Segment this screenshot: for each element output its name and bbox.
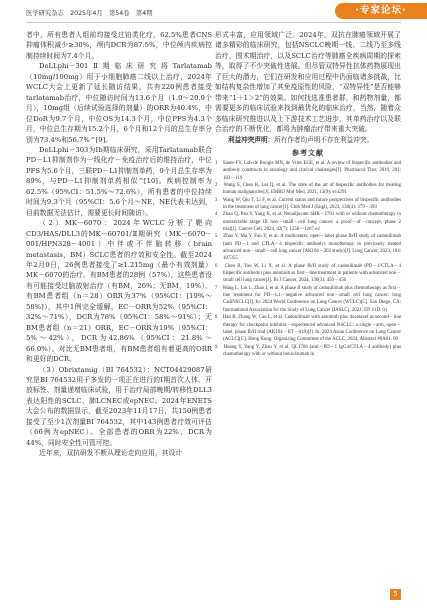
reference-item: 5 Zhao Y, Ma Y, Fan Y, et al. A multicenter, open－label phase Ib/II study of cadonilimab (anti PD－1 and CTLA－4 bispecific antibody) monotherapy in previously treated advanced non－small－cell lung cancer (AK104－202 study)[J]. Lung Cancer, 2023, 184: 107355 [215,234,401,262]
references-title: 参考文献 [292,148,324,157]
page-number: 5 [390,589,401,600]
journal-info: 医学研究杂志 2025年4月 第54卷 第4期 [26,10,153,17]
body-paragraph: DeLLphi－303为Ⅰb期临床研究，采用Tarlatamab联合PD－L1抑制剂作为一线化疗－免疫治疗后的维持治疗，中位PFS为5.6个月，三联PD－L1抑制剂单药，9个月总生存率为89%，与PD－L1抑制剂单药相似^[10]。疾病控制率为62.5%（95%CI：51.5%～72.6%），所有患者的中位持续时间为9.3个月（95%CI：5.6个月～NE，NE代表未达到，目前数据无法估计，需要更长时间随访）。 [26,145,212,217]
reference-item: 2 Wang S, Chen K, Lei Q, et al. The state of the art of bispecific antibodies for treating human malignancies[J]. EMBO Mol Med, 2021, 13(9): e14291 [215,182,401,196]
header-rule [26,22,401,23]
reference-item: 9 Huang Y, Yang Y, Zhao Y, et al. QL1706 (anti－PD－1 IgG4/CTLA－4 antibody) plus chemotherapy with or without bevacizumab in [215,344,401,357]
right-column [215,30,401,358]
body-paragraph: 者中，所有患者人组前均接受过铂类化疗，62.5%患者CNS抑瘤体积减少≥30%，颅内DCR为87.5%，中位颅内疾病控制持续时间为7.4个月。 [26,31,212,60]
body-paragraph: （3）Obrixtamig（BI 764532）：NCT04429087研究是BI 764532用于多发的一项正在进行的Ⅰ期首次人体、开放标签、剂量递增临床试验，用于治疗局部晚期/转移性DLL3表达阳性的SCLC、肺LCNEC或epNEC。2024年ENETS大会公布的数据显示，截至2023年11月17日，共150例患者接受了至少1次剂量BI 764532，其中143例患者疗效可评估（66例为epNEC）。全部患者的ORR为22%，DCR为44%，同时安全性可管可控。 [26,365,212,447]
reference-item: 8 Han B, Zhang W, Cao L, et al. Cadonilimab with anlotinib plus docetaxel as second－line therapy for checkpoint inhibitor－experienced advanced NSCLC: a single－arm, open－label, phase Ib/II trial (AK104－IIT－018)[J]. In: 2024 Asian Conference on Lung Cancer (ACLC)[C]. Hong Kong: Organizing Committee of the ACLC, 2024, Abstract #0A01. 09 [215,315,401,343]
reference-item: 7 Wang L, Liu L, Zhao J, et al. A phase II study of cadonilimab plus chemotherapy as first－line treatment for PD－L1－negative advanced non－small cell lung cancer: long CadiNSCLC[J]. In: 2024 World Conference on Lung Cancer (WCLC)[C]. San Diego, CA: International Association for the Study of Lung Cancer (IASLC), 2024: EP. 11D. 01 [215,285,401,313]
conflict-statement [215,135,401,145]
body-paragraph: 形式丰富，应用领域广泛。2024年，双抗在肺癌领域开展了诸多精彩的临床研究，包括NSCLC晚期一线、二线乃至多线治疗，围术期治疗，以及SCLC治疗等肺癌全疾病周期的探索等，取得了不少突破性进展。但尽管双特异性抗体药物展现出了巨大的潜力，它们在研发和应用过程中仍面临诸多挑战，比如结构复杂性增加了其免疫原性的风险，“双特异性”是否能够带来“1＋1＞2”的效果。如何找选准患者群，和药物剂量，都需要更多的临床试验来找到最优化的临床治疗，当然，随着众多临床研究推进以及上下游技术工艺进步，其单药治疗以及联合治疗的不断优化，都将为肿瘤治疗带来重大突破。 [215,31,401,134]
conflict-label: 利益冲突声明： [228,135,275,144]
section-tag: ·专家论坛· [335,3,427,19]
body-paragraph: DeLLphi－301Ⅱ期临床研究将Tarlatamab（10mg/100mg）用于小细胞肺癌二线以上治疗，2024年WCLC大会上更新了延长随访结果，共有220例患者接受tarlatamab治疗，中位随访时间为13.6个月（1.0～20.9个月），10mg组（后续试验选择的剂量）的ORR为40.4%，中位DoR为9.7个月，中位OS为14.3个月，中位PFS为4.3个月，中位总生存期为15.2个月，6个月和12个月的总生存率分别为73.4%和56.7%^[9]。 [26,62,212,144]
reference-item: 3 Wang W, Qiu T, Li F, et al. Current status and future perspectives of bispecific antibodies in the treatment of lung cancer[J]. Chin Med J (Engl), 2023, 136(4): 379－393 [215,197,401,210]
conflict-text: 所有作者均声明不存在利益冲突。 [274,135,374,144]
body-paragraph: （2）MK－6070：2024年WCLC分析了靶向CD3/HAS/DLL3的MK－6070Ⅰ/Ⅱ期研究（MK－6070－001/HPN328－4001）中伴或不伴脑转移（brain metastasis，BM）SCLC患者的疗效和安全性。截至2024年2月9日，26例患者接受了≥1.215mg（最小有效剂量）MK－6070的治疗。有BM患者的28例（57%），这些患者没有可能接受过脑放射治疗（有BM，26%；无BM，19%）。有BM患者组（n＝28）ORR为37%（95%CI：[19%～58%]），其中1例完全缓解，EC－ORR为52%（95%CI：32%～71%），DCR为78%（95%CI：58%～91%）；无BM患者组（n＝21）ORR，EC－ORR为19%（95%CI：5%～42%），DCR为42.86%（95%CI：21.8%～66.0%）。对比无BM患者组，有BM患者组有着更高的ORR和更好的DCR。 [26,219,212,364]
reference-item: 1 Sauer-FY, Loh-de Boogie MN, de Vries EGE, et al. A review of bispecific antibodies and antibody constructs in oncology and clinical challenges[J]. Pharmacol Ther, 2019, 201: 103－119 [215,160,401,181]
body-paragraph: 近年来，双抗研发不断从理论走向应用，其设计 [39,449,183,458]
page-header [0,0,427,28]
reference-item: 6 Chen B, Yao W, Li X, et al. A phase Ib/II study of cadonilimab (PD－1/CTLA－4 bispecific antibody) plus anlotinib as first－line treatment in patients with advanced non－small cell lung cancer[J]. Br J Cancer, 2024, 130(3): 450－456 [215,263,401,284]
reference-item: 4 Zhao Q, Pan Y, Yang X, et al. Neoadjuvant SHR－1701 with or without chemotherapy in unresectable stage III non－small－cell lung cancer: a proof－of－concept, phase 2 trial[J]. Cancer Cell, 2024, 42(7): 1258－1267.e2 [215,212,401,233]
left-column [26,30,212,459]
